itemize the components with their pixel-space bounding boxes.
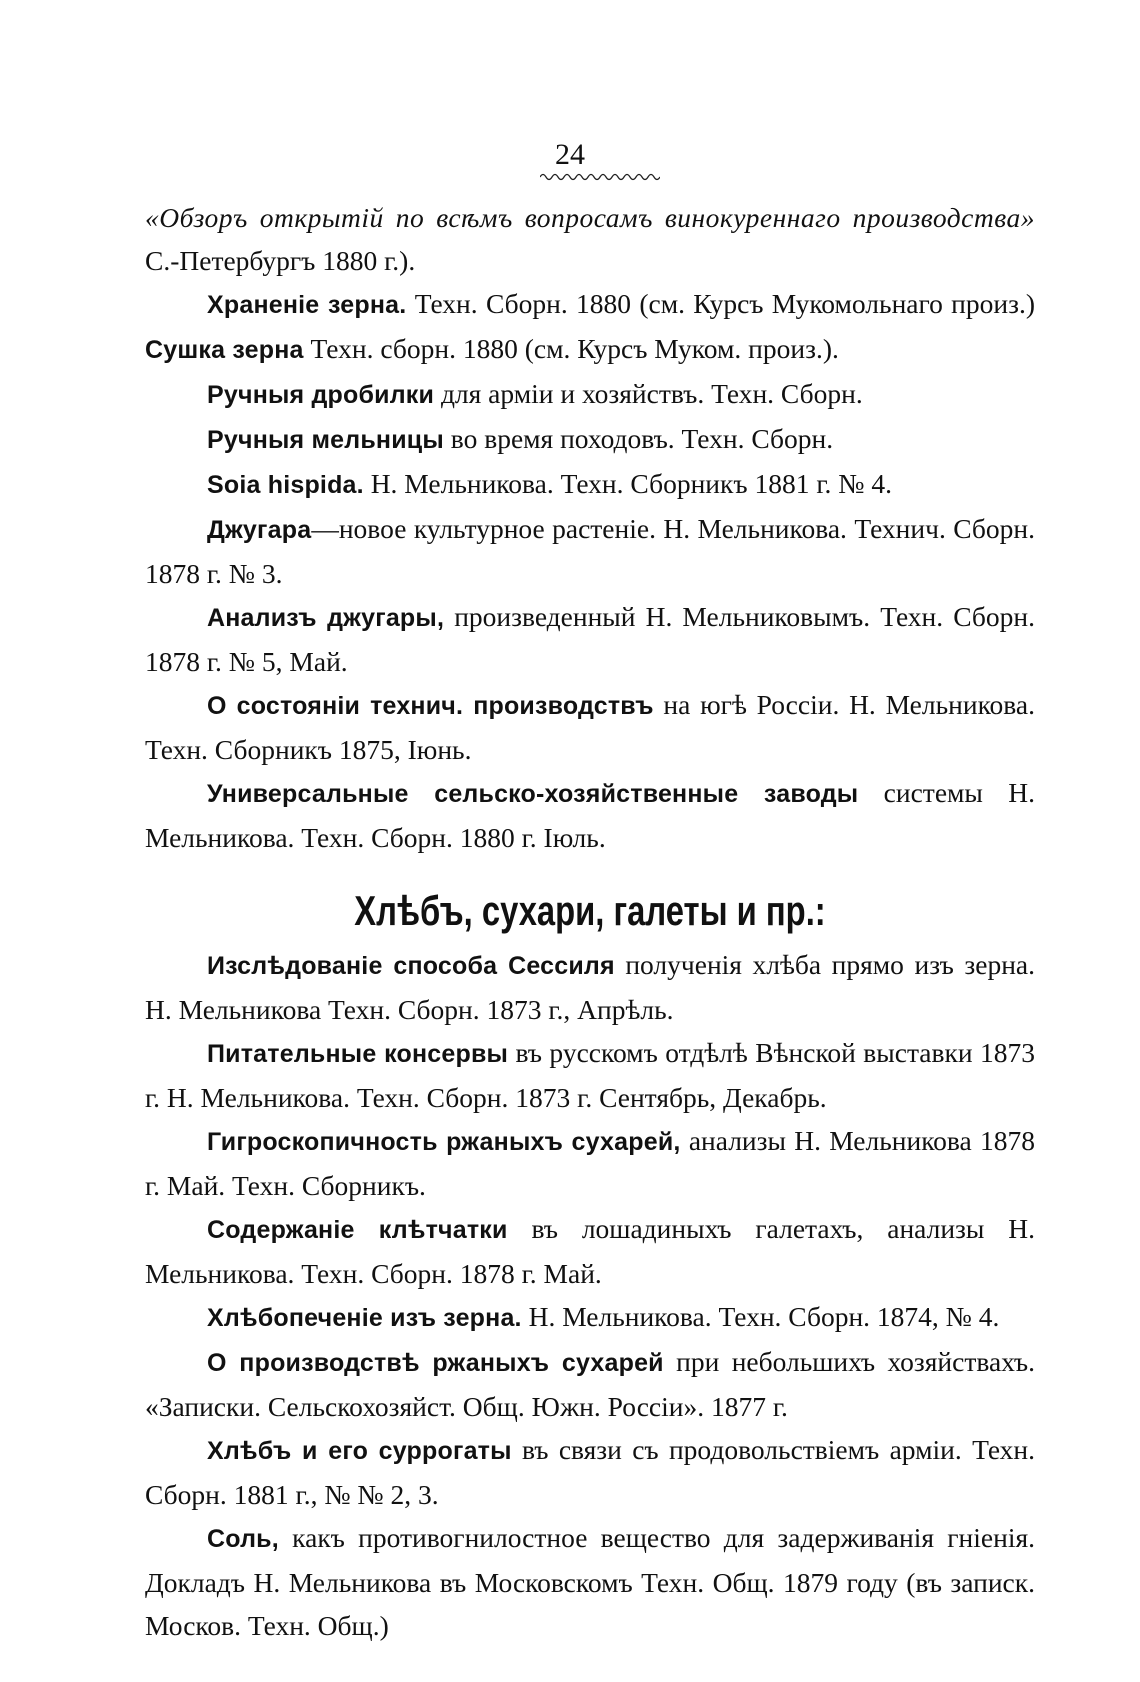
entry-title-2: Сушка зерна (145, 336, 304, 364)
entry-text: полученія хлѣба прямо изъ зерна. Н. Мельникова Техн. Сборн. 1873 г., Апрѣль. (145, 949, 1036, 1025)
entry-title: Ручныя мельницы (207, 426, 444, 454)
entry-text: произведенный Н. Мельниковымъ. Техн. Сборн. 1878 г. № 5, Май. (145, 601, 1035, 677)
bibliography-entry (145, 507, 1035, 595)
entry-title: Джугара (207, 516, 312, 544)
entry-text: въ русскомъ отдѣлѣ Вѣнской выставки 1873 г. Н. Мельникова. Техн. Сборн. 1873 г. Сентябрь, Декабрь. (145, 1037, 1035, 1113)
entry-title: Хлѣбопеченіе изъ зерна. (207, 1304, 522, 1332)
bibliography-entry (145, 683, 1035, 771)
entry-text: Н. Мельникова. Техн. Сборникъ 1881 г. № 4. (363, 468, 892, 499)
entry-title: Анализъ джугары, (207, 604, 445, 632)
entry-text: какъ противогнилостное вещество для задерживанія гніенія. Докладъ Н. Мельникова въ Московскомъ Техн. Общ. 1879 году (въ записк. Москов. Техн. Общ.) (145, 1522, 1035, 1641)
entry-title: Универсальные сельско-хозяйственные заводы (207, 780, 859, 808)
entry-text: Н. Мельникова. Техн. Сборн. 1874, № 4. (521, 1301, 1000, 1332)
entry-text: въ связи съ продовольствіемъ арміи. Техн. Сборн. 1881 г., № № 2, 3. (145, 1434, 1036, 1510)
intro-rest: С.-Петербургъ 1880 г.). (145, 245, 416, 276)
bibliography-entry (145, 943, 1035, 1031)
bibliography-entry (145, 1340, 1035, 1428)
entry-text: при небольшихъ хозяйствахъ. «Записки. Сельскохозяйст. Общ. Южн. Россіи». 1877 г. (145, 1346, 1035, 1422)
entry-title: Соль, (207, 1525, 279, 1553)
entry-title: Хлѣбъ и его суррогаты (207, 1437, 512, 1465)
entry-text: въ лошадиныхъ галетахъ, анализы Н. Мельникова. Техн. Сборн. 1878 г. Май. (145, 1213, 1035, 1289)
entry-text: Техн. Сборн. 1880 (см. Курсъ Мукомольнаго произ.) (406, 288, 1035, 319)
bibliography-entry (145, 282, 1035, 372)
entry-title: Храненіе зерна. (207, 291, 407, 319)
entry-title: Изслѣдованіе способа Сессиля (207, 952, 615, 980)
intro-citation (145, 196, 1035, 282)
entry-text: во время походовъ. Техн. Сборн. (443, 423, 834, 454)
page-body (145, 196, 1035, 1647)
bibliography-entry (145, 771, 1035, 859)
bibliography-entry (145, 462, 1035, 507)
entry-title: О состояніи технич. производствъ (207, 692, 654, 720)
bibliography-entry (145, 1119, 1035, 1207)
entry-text-2: Техн. сборн. 1880 (см. Курсъ Муком. произ.). (303, 333, 839, 364)
entries-list-2 (145, 943, 1035, 1647)
entry-title: Питательные консервы (207, 1040, 509, 1068)
bibliography-entry (145, 1031, 1035, 1119)
entry-text: на югѣ Россіи. Н. Мельникова. Техн. Сборникъ 1875, Іюнь. (145, 689, 1035, 765)
bibliography-entry (145, 1207, 1035, 1295)
entries-list-1 (145, 282, 1035, 859)
entry-title: Soia hispida. (207, 471, 364, 499)
intro-title: «Обзоръ открытій по всѣмъ вопросамъ винокуреннаго производства» (145, 202, 1035, 233)
entry-title: Ручныя дробилки (207, 381, 435, 409)
entry-text: —новое культурное растеніе. Н. Мельникова. Технич. Сборн. 1878 г. № 3. (145, 513, 1035, 589)
wavy-ornament-icon (540, 172, 660, 182)
bibliography-entry (145, 595, 1035, 683)
bibliography-entry (145, 1428, 1035, 1516)
entry-text: для арміи и хозяйствъ. Техн. Сборн. (434, 378, 863, 409)
page-number: 24 (555, 138, 585, 171)
section-heading: Хлѣбъ, сухари, галеты и пр.: (354, 887, 826, 934)
bibliography-entry (145, 1295, 1035, 1340)
entry-title: О производствѣ ржаныхъ сухарей (207, 1349, 664, 1377)
entry-title: Содержаніе клѣтчатки (207, 1216, 508, 1244)
entry-title: Гигроскопичность ржаныхъ сухарей, (207, 1128, 681, 1156)
entry-text: анализы Н. Мельникова 1878 г. Май. Техн. Сборникъ. (145, 1125, 1036, 1201)
entry-text: системы Н. Мельникова. Техн. Сборн. 1880 г. Іюль. (145, 777, 1035, 853)
bibliography-entry (145, 417, 1035, 462)
bibliography-entry (145, 372, 1035, 417)
bibliography-entry (145, 1516, 1035, 1647)
